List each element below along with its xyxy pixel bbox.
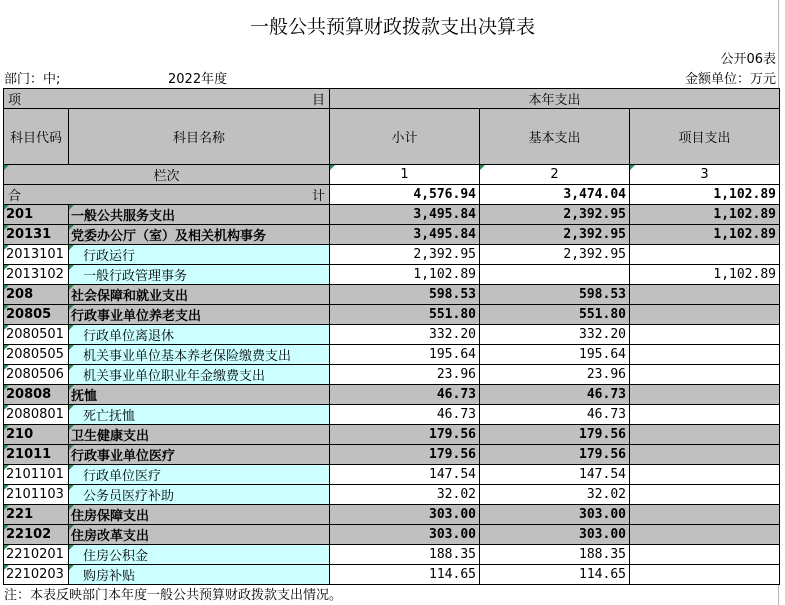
table-row — [4, 365, 780, 385]
row-name: 行政单位离退休 — [69, 325, 330, 345]
row-project — [630, 305, 780, 325]
row-subtotal: 3,495.84 — [330, 225, 480, 245]
row-project — [630, 325, 780, 345]
row-name: 行政运行 — [69, 245, 330, 265]
row-subtotal: 303.00 — [330, 505, 480, 525]
row-code: 2013102 — [4, 265, 69, 285]
table-row — [4, 405, 780, 425]
row-name: 抚恤 — [69, 385, 330, 405]
column-number-label: 栏次 — [4, 165, 330, 185]
row-subtotal: 195.64 — [330, 345, 480, 365]
report-title: 一般公共预算财政拨款支出决算表 — [249, 16, 535, 38]
fiscal-year: 2022年度 — [168, 72, 228, 87]
row-name: 公务员医疗补助 — [69, 485, 330, 505]
row-project — [630, 345, 780, 365]
expenditure-table — [3, 88, 780, 585]
row-name: 机关事业单位基本养老保险缴费支出 — [69, 345, 330, 365]
row-subtotal: 303.00 — [330, 525, 480, 545]
row-code: 210 — [4, 425, 69, 445]
row-project — [630, 465, 780, 485]
table-row — [4, 345, 780, 365]
row-basic: 195.64 — [480, 345, 630, 365]
row-subtotal: 147.54 — [330, 465, 480, 485]
row-code: 201 — [4, 205, 69, 225]
total-project: 1,102.89 — [630, 185, 780, 205]
row-basic: 179.56 — [480, 445, 630, 465]
row-basic: 23.96 — [480, 365, 630, 385]
row-name: 社会保障和就业支出 — [69, 285, 330, 305]
row-code: 22102 — [4, 525, 69, 545]
row-basic: 147.54 — [480, 465, 630, 485]
row-project — [630, 385, 780, 405]
row-basic: 303.00 — [480, 505, 630, 525]
row-name: 住房保障支出 — [69, 505, 330, 525]
total-row — [4, 185, 780, 205]
column-number-2: 2 — [480, 165, 630, 185]
row-basic: 46.73 — [480, 405, 630, 425]
row-project — [630, 525, 780, 545]
item-header-cell — [4, 89, 330, 109]
row-name: 住房公积金 — [69, 545, 330, 565]
row-name: 死亡抚恤 — [69, 405, 330, 425]
current-year-header: 本年支出 — [330, 89, 780, 109]
table-row — [4, 205, 780, 225]
row-project: 1,102.89 — [630, 205, 780, 225]
name-header: 科目名称 — [69, 109, 330, 165]
row-code: 20131 — [4, 225, 69, 245]
row-basic: 114.65 — [480, 565, 630, 585]
row-code: 2101101 — [4, 465, 69, 485]
row-project — [630, 445, 780, 465]
row-subtotal: 179.56 — [330, 425, 480, 445]
row-code: 21011 — [4, 445, 69, 465]
total-basic: 3,474.04 — [480, 185, 630, 205]
row-subtotal: 46.73 — [330, 405, 480, 425]
row-subtotal: 332.20 — [330, 325, 480, 345]
row-project — [630, 565, 780, 585]
row-code: 20808 — [4, 385, 69, 405]
basic-header: 基本支出 — [480, 109, 630, 165]
row-subtotal: 32.02 — [330, 485, 480, 505]
row-name: 党委办公厅（室）及相关机构事务 — [69, 225, 330, 245]
row-basic: 188.35 — [480, 545, 630, 565]
row-subtotal: 598.53 — [330, 285, 480, 305]
row-subtotal: 188.35 — [330, 545, 480, 565]
row-subtotal: 3,495.84 — [330, 205, 480, 225]
column-number-row — [4, 165, 780, 185]
table-row — [4, 285, 780, 305]
table-row — [4, 525, 780, 545]
row-name: 一般行政管理事务 — [69, 265, 330, 285]
row-project: 1,102.89 — [630, 265, 780, 285]
row-name: 住房改革支出 — [69, 525, 330, 545]
row-code: 2080501 — [4, 325, 69, 345]
table-row — [4, 265, 780, 285]
row-subtotal: 179.56 — [330, 445, 480, 465]
table-row — [4, 505, 780, 525]
row-basic: 598.53 — [480, 285, 630, 305]
row-code: 2080801 — [4, 405, 69, 425]
table-row — [4, 465, 780, 485]
row-basic: 32.02 — [480, 485, 630, 505]
row-basic: 332.20 — [480, 325, 630, 345]
form-code: 公开06表 — [720, 52, 776, 67]
header-row-1 — [4, 89, 780, 109]
row-basic: 2,392.95 — [480, 225, 630, 245]
row-subtotal: 46.73 — [330, 385, 480, 405]
table-row — [4, 545, 780, 565]
row-name: 行政事业单位医疗 — [69, 445, 330, 465]
item-right-label: 目 — [311, 93, 325, 108]
row-code: 221 — [4, 505, 69, 525]
table-row — [4, 225, 780, 245]
row-basic: 551.80 — [480, 305, 630, 325]
project-header: 项目支出 — [630, 109, 780, 165]
row-code: 2101103 — [4, 485, 69, 505]
row-project — [630, 365, 780, 385]
row-code: 2210201 — [4, 545, 69, 565]
table-row — [4, 485, 780, 505]
item-left-label: 项 — [8, 93, 22, 108]
amount-unit: 金额单位：万元 — [684, 72, 776, 87]
row-subtotal: 551.80 — [330, 305, 480, 325]
row-project — [630, 505, 780, 525]
row-name: 行政事业单位养老支出 — [69, 305, 330, 325]
table-row — [4, 445, 780, 465]
row-project — [630, 405, 780, 425]
row-project — [630, 285, 780, 305]
row-project: 1,102.89 — [630, 225, 780, 245]
row-basic — [480, 265, 630, 285]
row-basic: 2,392.95 — [480, 245, 630, 265]
row-name: 一般公共服务支出 — [69, 205, 330, 225]
row-project — [630, 245, 780, 265]
row-name: 行政单位医疗 — [69, 465, 330, 485]
row-subtotal: 2,392.95 — [330, 245, 480, 265]
code-header: 科目代码 — [4, 109, 69, 165]
row-name: 购房补贴 — [69, 565, 330, 585]
column-number-1: 1 — [330, 165, 480, 185]
row-subtotal: 23.96 — [330, 365, 480, 385]
subtotal-header: 小计 — [330, 109, 480, 165]
row-basic: 2,392.95 — [480, 205, 630, 225]
table-row — [4, 325, 780, 345]
row-project — [630, 485, 780, 505]
row-name: 机关事业单位职业年金缴费支出 — [69, 365, 330, 385]
row-name: 卫生健康支出 — [69, 425, 330, 445]
row-code: 2080506 — [4, 365, 69, 385]
header-row-2 — [4, 109, 780, 165]
row-project — [630, 545, 780, 565]
total-left-label: 合 — [8, 189, 22, 204]
row-code: 2210203 — [4, 565, 69, 585]
row-basic: 46.73 — [480, 385, 630, 405]
row-subtotal: 1,102.89 — [330, 265, 480, 285]
total-right-label: 计 — [311, 189, 325, 204]
total-label-cell — [4, 185, 330, 205]
table-row — [4, 425, 780, 445]
table-row — [4, 305, 780, 325]
table-row — [4, 565, 780, 585]
row-code: 2080505 — [4, 345, 69, 365]
row-code: 208 — [4, 285, 69, 305]
department-label: 部门：中; — [4, 72, 61, 87]
row-basic: 179.56 — [480, 425, 630, 445]
row-code: 20805 — [4, 305, 69, 325]
table-row — [4, 245, 780, 265]
row-code: 2013101 — [4, 245, 69, 265]
table-row — [4, 385, 780, 405]
column-number-3: 3 — [630, 165, 780, 185]
row-basic: 303.00 — [480, 525, 630, 545]
row-subtotal: 114.65 — [330, 565, 480, 585]
row-project — [630, 425, 780, 445]
table-note: 注：本表反映部门本年度一般公共预算财政拨款支出情况。 — [4, 588, 343, 603]
total-subtotal: 4,576.94 — [330, 185, 480, 205]
